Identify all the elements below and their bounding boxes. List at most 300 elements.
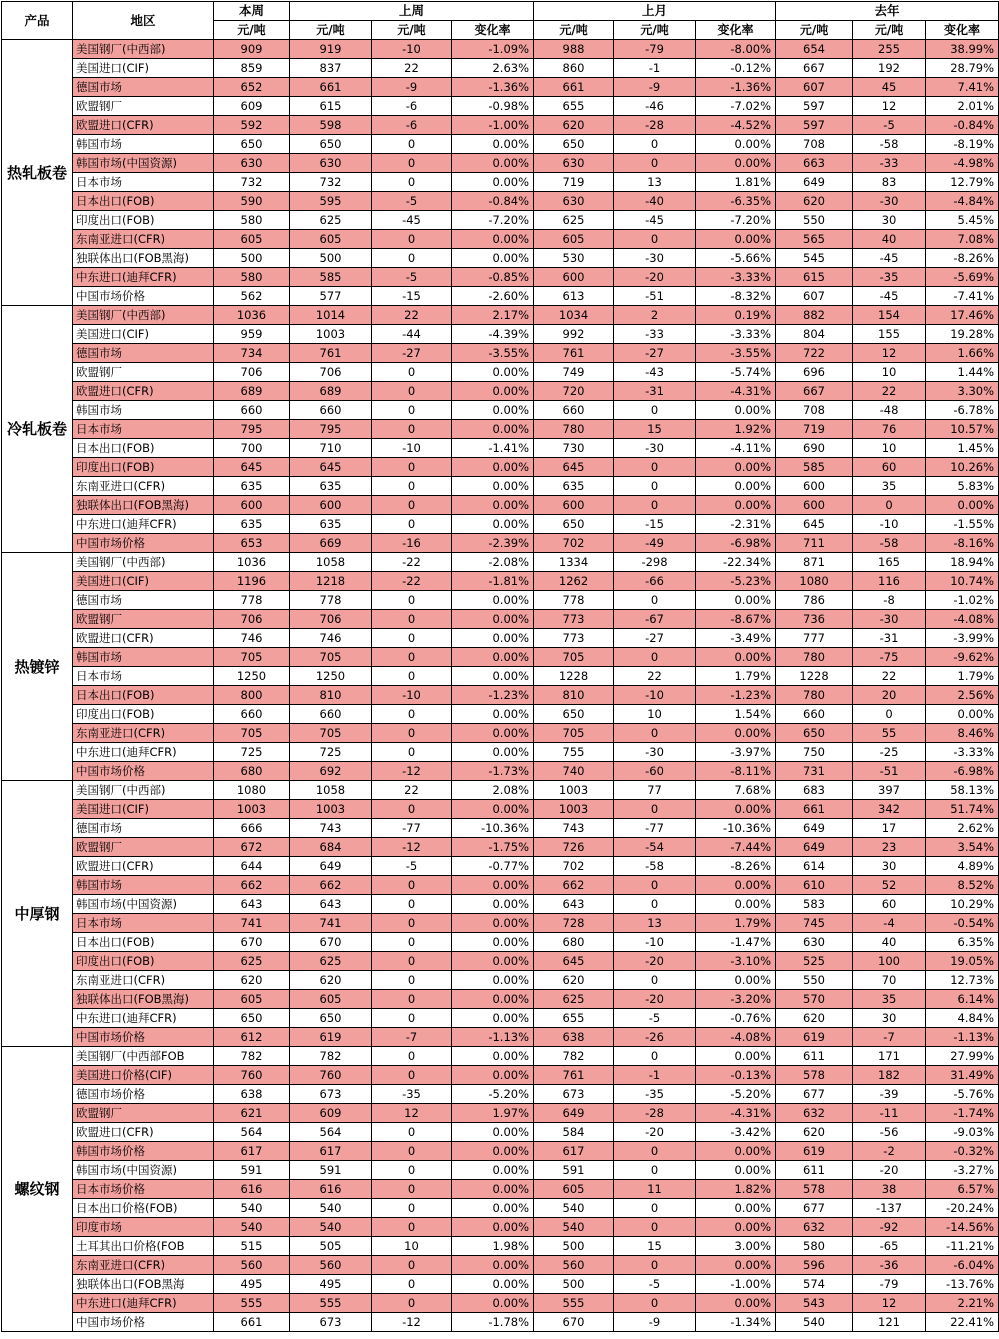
last-week-change: -44 <box>372 325 452 344</box>
last-week-rate: -10.36% <box>452 819 534 838</box>
last-week-price: 660 <box>290 705 372 724</box>
region-cell: 中东进口(迪拜CFR) <box>73 268 214 287</box>
last-month-rate: -5.23% <box>696 572 776 591</box>
last-week-change: 0 <box>372 1256 452 1275</box>
last-week-rate: 0.00% <box>452 173 534 192</box>
last-week-price: 919 <box>290 40 372 59</box>
last-year-rate: -6.98% <box>926 762 999 781</box>
region-cell: 日本出口(FOB) <box>73 686 214 705</box>
table-row <box>2 59 999 78</box>
last-week-rate: -1.75% <box>452 838 534 857</box>
table-row <box>2 705 999 724</box>
last-week-change: 0 <box>372 629 452 648</box>
last-month-price: 625 <box>534 990 614 1009</box>
last-week-rate: 0.00% <box>452 1047 534 1066</box>
this-week-price: 680 <box>214 762 290 781</box>
last-month-rate: -8.11% <box>696 762 776 781</box>
last-month-change: 15 <box>614 420 696 439</box>
last-month-change: -40 <box>614 192 696 211</box>
last-week-change: 0 <box>372 876 452 895</box>
last-month-price: 620 <box>534 116 614 135</box>
region-cell: 韩国市场 <box>73 876 214 895</box>
last-month-rate: 0.00% <box>696 1199 776 1218</box>
last-year-rate: 51.74% <box>926 800 999 819</box>
last-week-change: 0 <box>372 724 452 743</box>
last-month-rate: 0.00% <box>696 477 776 496</box>
last-month-rate: 0.00% <box>696 971 776 990</box>
last-year-change: 12 <box>853 97 926 116</box>
last-month-price: 673 <box>534 1085 614 1104</box>
last-year-change: 255 <box>853 40 926 59</box>
last-year-rate: 12.79% <box>926 173 999 192</box>
table-row <box>2 1275 999 1294</box>
last-year-price: 708 <box>776 135 853 154</box>
last-month-change: -45 <box>614 211 696 230</box>
this-week-price: 706 <box>214 610 290 629</box>
last-week-price: 810 <box>290 686 372 705</box>
region-cell: 欧盟钢厂 <box>73 1104 214 1123</box>
last-month-change: 0 <box>614 800 696 819</box>
last-week-price: 650 <box>290 1009 372 1028</box>
last-week-rate: 0.00% <box>452 1275 534 1294</box>
last-week-rate: 0.00% <box>452 496 534 515</box>
last-week-rate: 0.00% <box>452 382 534 401</box>
last-week-change: 0 <box>372 230 452 249</box>
this-week-price: 645 <box>214 458 290 477</box>
last-week-rate: 0.00% <box>452 914 534 933</box>
this-week-price: 617 <box>214 1142 290 1161</box>
last-year-price: 780 <box>776 648 853 667</box>
last-month-price: 740 <box>534 762 614 781</box>
product-group-label: 螺纹钢 <box>2 1047 73 1332</box>
last-week-rate: 0.00% <box>452 1180 534 1199</box>
table-row <box>2 1294 999 1313</box>
last-week-change: 22 <box>372 59 452 78</box>
last-week-rate: 0.00% <box>452 249 534 268</box>
last-week-change: -10 <box>372 686 452 705</box>
last-week-price: 555 <box>290 1294 372 1313</box>
region-cell: 独联体出口(FOB黑海 <box>73 1275 214 1294</box>
last-week-rate: 0.00% <box>452 401 534 420</box>
last-year-change: 30 <box>853 1009 926 1028</box>
this-week-price: 635 <box>214 477 290 496</box>
last-year-price: 615 <box>776 268 853 287</box>
last-week-rate: -1.36% <box>452 78 534 97</box>
this-week-price: 705 <box>214 648 290 667</box>
last-month-rate: 1.81% <box>696 173 776 192</box>
last-month-price: 662 <box>534 876 614 895</box>
this-week-price: 1036 <box>214 553 290 572</box>
last-year-price: 550 <box>776 211 853 230</box>
region-cell: 印度出口(FOB) <box>73 952 214 971</box>
region-cell: 欧盟进口(CFR) <box>73 629 214 648</box>
table-row <box>2 971 999 990</box>
region-cell: 土耳其出口价格(FOB <box>73 1237 214 1256</box>
region-cell: 美国钢厂(中西部) <box>73 553 214 572</box>
last-week-price: 616 <box>290 1180 372 1199</box>
table-row <box>2 819 999 838</box>
last-year-change: 182 <box>853 1066 926 1085</box>
last-month-rate: 0.00% <box>696 1142 776 1161</box>
last-month-price: 530 <box>534 249 614 268</box>
last-month-rate: 0.00% <box>696 591 776 610</box>
this-week-price: 515 <box>214 1237 290 1256</box>
table-row <box>2 838 999 857</box>
table-row <box>2 40 999 59</box>
region-cell: 东南亚进口(CFR) <box>73 1256 214 1275</box>
last-month-change: -298 <box>614 553 696 572</box>
last-year-rate: -3.99% <box>926 629 999 648</box>
last-week-price: 617 <box>290 1142 372 1161</box>
last-month-change: 0 <box>614 1142 696 1161</box>
last-year-change: -56 <box>853 1123 926 1142</box>
table-row <box>2 173 999 192</box>
this-week-price: 500 <box>214 249 290 268</box>
last-year-rate: 1.79% <box>926 667 999 686</box>
last-month-rate: -4.08% <box>696 1028 776 1047</box>
last-week-change: -6 <box>372 97 452 116</box>
region-cell: 美国钢厂(中西部) <box>73 306 214 325</box>
last-month-change: -20 <box>614 1123 696 1142</box>
last-year-rate: 2.21% <box>926 1294 999 1313</box>
last-year-price: 650 <box>776 724 853 743</box>
last-week-change: 0 <box>372 933 452 952</box>
last-year-change: 22 <box>853 667 926 686</box>
last-month-change: -27 <box>614 629 696 648</box>
last-year-price: 583 <box>776 895 853 914</box>
last-year-price: 882 <box>776 306 853 325</box>
last-week-change: 0 <box>372 1180 452 1199</box>
this-week-price: 959 <box>214 325 290 344</box>
last-month-rate: 0.00% <box>696 1161 776 1180</box>
last-year-change: 55 <box>853 724 926 743</box>
last-week-rate: 0.00% <box>452 420 534 439</box>
region-cell: 日本市场 <box>73 914 214 933</box>
last-year-change: 52 <box>853 876 926 895</box>
last-year-rate: -9.03% <box>926 1123 999 1142</box>
table-row <box>2 914 999 933</box>
last-month-rate: 1.92% <box>696 420 776 439</box>
last-year-rate: -5.76% <box>926 1085 999 1104</box>
last-week-price: 540 <box>290 1218 372 1237</box>
last-month-price: 600 <box>534 268 614 287</box>
last-year-rate: 1.66% <box>926 344 999 363</box>
this-week-price: 795 <box>214 420 290 439</box>
last-year-change: -51 <box>853 762 926 781</box>
last-month-price: 720 <box>534 382 614 401</box>
last-week-rate: 0.00% <box>452 800 534 819</box>
last-month-change: 11 <box>614 1180 696 1199</box>
table-row <box>2 1161 999 1180</box>
last-year-rate: 18.94% <box>926 553 999 572</box>
last-year-price: 619 <box>776 1142 853 1161</box>
last-year-change: 397 <box>853 781 926 800</box>
last-year-rate: 7.08% <box>926 230 999 249</box>
table-row <box>2 401 999 420</box>
last-month-change: -60 <box>614 762 696 781</box>
region-cell: 韩国市场 <box>73 401 214 420</box>
last-year-price: 600 <box>776 496 853 515</box>
last-month-change: 0 <box>614 401 696 420</box>
table-row <box>2 287 999 306</box>
last-week-change: 0 <box>372 496 452 515</box>
last-month-price: 560 <box>534 1256 614 1275</box>
last-year-price: 722 <box>776 344 853 363</box>
last-month-price: 540 <box>534 1218 614 1237</box>
last-week-rate: -0.98% <box>452 97 534 116</box>
last-month-change: -27 <box>614 344 696 363</box>
header-unit-last-year-change: 元/吨 <box>853 21 926 40</box>
header-product: 产品 <box>2 2 73 40</box>
last-month-change: -5 <box>614 1275 696 1294</box>
last-month-rate: -5.66% <box>696 249 776 268</box>
last-week-rate: -2.60% <box>452 287 534 306</box>
region-cell: 欧盟进口(CFR) <box>73 1123 214 1142</box>
table-row <box>2 610 999 629</box>
this-week-price: 746 <box>214 629 290 648</box>
last-week-price: 660 <box>290 401 372 420</box>
this-week-price: 564 <box>214 1123 290 1142</box>
region-cell: 欧盟钢厂 <box>73 838 214 857</box>
last-month-price: 620 <box>534 971 614 990</box>
last-week-price: 673 <box>290 1313 372 1332</box>
last-month-rate: -7.02% <box>696 97 776 116</box>
last-month-price: 719 <box>534 173 614 192</box>
last-month-change: -30 <box>614 249 696 268</box>
last-week-change: 0 <box>372 1142 452 1161</box>
last-month-rate: -7.20% <box>696 211 776 230</box>
last-month-price: 670 <box>534 1313 614 1332</box>
this-week-price: 616 <box>214 1180 290 1199</box>
last-year-change: -137 <box>853 1199 926 1218</box>
last-month-rate: 0.00% <box>696 1218 776 1237</box>
this-week-price: 800 <box>214 686 290 705</box>
this-week-price: 760 <box>214 1066 290 1085</box>
last-year-change: 38 <box>853 1180 926 1199</box>
region-cell: 欧盟钢厂 <box>73 610 214 629</box>
last-week-price: 1003 <box>290 800 372 819</box>
last-week-rate: -1.13% <box>452 1028 534 1047</box>
last-week-change: -15 <box>372 287 452 306</box>
last-week-change: 22 <box>372 781 452 800</box>
last-week-price: 760 <box>290 1066 372 1085</box>
this-week-price: 555 <box>214 1294 290 1313</box>
last-week-price: 495 <box>290 1275 372 1294</box>
last-year-rate: -8.16% <box>926 534 999 553</box>
region-cell: 日本市场 <box>73 173 214 192</box>
last-week-change: 0 <box>372 135 452 154</box>
last-week-rate: 0.00% <box>452 743 534 762</box>
table-row <box>2 325 999 344</box>
table-row <box>2 458 999 477</box>
last-year-change: 10 <box>853 363 926 382</box>
this-week-price: 660 <box>214 401 290 420</box>
last-week-rate: 0.00% <box>452 971 534 990</box>
last-week-price: 1058 <box>290 781 372 800</box>
this-week-price: 562 <box>214 287 290 306</box>
last-year-change: 12 <box>853 1294 926 1313</box>
last-year-price: 780 <box>776 686 853 705</box>
table-row <box>2 1180 999 1199</box>
last-month-price: 755 <box>534 743 614 762</box>
last-month-change: -33 <box>614 325 696 344</box>
last-week-price: 661 <box>290 78 372 97</box>
last-week-price: 741 <box>290 914 372 933</box>
this-week-price: 644 <box>214 857 290 876</box>
last-month-price: 540 <box>534 1199 614 1218</box>
last-week-price: 605 <box>290 990 372 1009</box>
last-week-price: 689 <box>290 382 372 401</box>
last-month-rate: 0.00% <box>696 648 776 667</box>
header-unit-last-month: 元/吨 <box>534 21 614 40</box>
last-year-rate: 6.57% <box>926 1180 999 1199</box>
last-week-change: 0 <box>372 990 452 1009</box>
last-month-change: 0 <box>614 496 696 515</box>
last-year-price: 607 <box>776 78 853 97</box>
table-row <box>2 1313 999 1332</box>
last-week-price: 662 <box>290 876 372 895</box>
last-year-price: 545 <box>776 249 853 268</box>
table-row <box>2 800 999 819</box>
this-week-price: 630 <box>214 154 290 173</box>
last-month-change: 0 <box>614 1199 696 1218</box>
last-year-change: 70 <box>853 971 926 990</box>
last-week-change: 0 <box>372 1218 452 1237</box>
last-month-price: 613 <box>534 287 614 306</box>
last-year-change: -8 <box>853 591 926 610</box>
last-month-price: 992 <box>534 325 614 344</box>
table-row <box>2 1199 999 1218</box>
last-month-price: 1003 <box>534 800 614 819</box>
last-year-change: -75 <box>853 648 926 667</box>
last-week-change: -5 <box>372 857 452 876</box>
last-month-change: -1 <box>614 59 696 78</box>
last-month-price: 660 <box>534 401 614 420</box>
last-month-change: 2 <box>614 306 696 325</box>
last-year-rate: -8.19% <box>926 135 999 154</box>
table-row <box>2 306 999 325</box>
last-year-change: -39 <box>853 1085 926 1104</box>
region-cell: 欧盟钢厂 <box>73 363 214 382</box>
last-year-rate: -8.26% <box>926 249 999 268</box>
last-year-change: 35 <box>853 990 926 1009</box>
this-week-price: 734 <box>214 344 290 363</box>
last-month-change: -30 <box>614 743 696 762</box>
region-cell: 中国市场价格 <box>73 1313 214 1332</box>
last-month-rate: -1.23% <box>696 686 776 705</box>
last-month-price: 630 <box>534 154 614 173</box>
last-year-rate: -4.84% <box>926 192 999 211</box>
last-month-price: 617 <box>534 1142 614 1161</box>
last-year-rate: -0.32% <box>926 1142 999 1161</box>
last-year-rate: 38.99% <box>926 40 999 59</box>
last-year-change: 40 <box>853 230 926 249</box>
header-row-1 <box>2 2 999 21</box>
last-year-price: 661 <box>776 800 853 819</box>
last-month-rate: 0.00% <box>696 800 776 819</box>
this-week-price: 725 <box>214 743 290 762</box>
this-week-price: 700 <box>214 439 290 458</box>
last-year-price: 610 <box>776 876 853 895</box>
last-week-price: 673 <box>290 1085 372 1104</box>
last-week-price: 600 <box>290 496 372 515</box>
last-month-rate: -3.97% <box>696 743 776 762</box>
last-month-change: -79 <box>614 40 696 59</box>
last-year-change: -4 <box>853 914 926 933</box>
last-week-rate: 0.00% <box>452 515 534 534</box>
last-year-price: 580 <box>776 1237 853 1256</box>
last-week-price: 585 <box>290 268 372 287</box>
last-year-price: 632 <box>776 1104 853 1123</box>
last-week-price: 643 <box>290 895 372 914</box>
last-year-price: 597 <box>776 97 853 116</box>
last-year-change: -48 <box>853 401 926 420</box>
last-year-change: 60 <box>853 895 926 914</box>
last-year-rate: 5.45% <box>926 211 999 230</box>
table-row <box>2 268 999 287</box>
last-year-price: 871 <box>776 553 853 572</box>
last-year-price: 708 <box>776 401 853 420</box>
last-month-price: 1262 <box>534 572 614 591</box>
last-month-rate: -2.31% <box>696 515 776 534</box>
last-month-rate: -6.98% <box>696 534 776 553</box>
last-year-change: 30 <box>853 857 926 876</box>
last-week-change: 0 <box>372 914 452 933</box>
last-month-rate: -5.20% <box>696 1085 776 1104</box>
header-last-week: 上周 <box>290 2 534 21</box>
last-year-change: -79 <box>853 1275 926 1294</box>
last-week-price: 778 <box>290 591 372 610</box>
last-month-price: 630 <box>534 192 614 211</box>
last-year-price: 745 <box>776 914 853 933</box>
last-year-rate: 28.79% <box>926 59 999 78</box>
last-week-change: 0 <box>372 667 452 686</box>
last-year-rate: 5.83% <box>926 477 999 496</box>
last-month-rate: 0.19% <box>696 306 776 325</box>
last-year-change: 192 <box>853 59 926 78</box>
table-row <box>2 629 999 648</box>
table-row <box>2 135 999 154</box>
last-month-price: 645 <box>534 952 614 971</box>
region-cell: 德国市场 <box>73 819 214 838</box>
table-row <box>2 249 999 268</box>
last-year-price: 654 <box>776 40 853 59</box>
table-row <box>2 648 999 667</box>
last-month-change: -46 <box>614 97 696 116</box>
this-week-price: 540 <box>214 1199 290 1218</box>
header-unit-last-month-change: 元/吨 <box>614 21 696 40</box>
last-year-price: 667 <box>776 59 853 78</box>
last-year-change: -2 <box>853 1142 926 1161</box>
last-week-rate: 0.00% <box>452 990 534 1009</box>
last-year-change: 76 <box>853 420 926 439</box>
last-month-rate: -3.33% <box>696 268 776 287</box>
this-week-price: 560 <box>214 1256 290 1275</box>
this-week-price: 706 <box>214 363 290 382</box>
this-week-price: 612 <box>214 1028 290 1047</box>
last-year-rate: 17.46% <box>926 306 999 325</box>
last-year-rate: 27.99% <box>926 1047 999 1066</box>
last-week-change: -9 <box>372 78 452 97</box>
last-week-change: 0 <box>372 382 452 401</box>
last-month-rate: -3.49% <box>696 629 776 648</box>
table-row <box>2 591 999 610</box>
last-year-change: 40 <box>853 933 926 952</box>
header-unit-last-year: 元/吨 <box>776 21 853 40</box>
last-month-price: 780 <box>534 420 614 439</box>
last-year-rate: -4.08% <box>926 610 999 629</box>
region-cell: 美国进口价格(CIF) <box>73 1066 214 1085</box>
